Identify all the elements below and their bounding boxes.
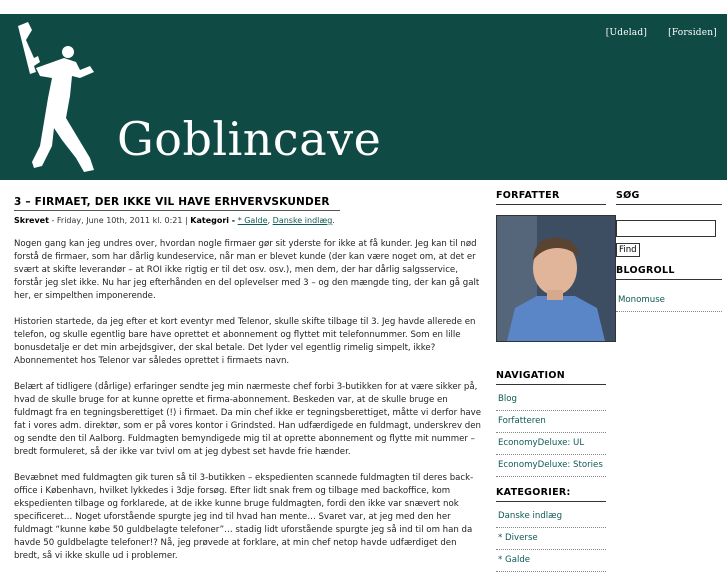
post-meta [14,216,484,225]
meta-end: . [332,216,335,225]
meta-date: - Friday, June 10th, 2011 kl. 0:21 | [51,216,188,225]
categories-list [496,506,606,572]
meta-prefix: Skrevet [14,216,49,225]
top-nav [588,28,717,38]
sidebar-right [616,190,722,312]
meta-separator: , [267,216,271,225]
blogroll-item-monomuse[interactable]: Monomuse [616,290,722,312]
category-link-galde[interactable]: * Galde [237,216,268,225]
main-content [14,190,484,563]
author-heading: FORFATTER [496,190,606,205]
category-link-danske[interactable]: Danske indlæg [272,216,333,225]
guitarist-silhouette-icon [10,18,110,178]
nav-item-forfatteren[interactable]: Forfatteren [496,411,606,433]
categories-heading: KATEGORIER: [496,487,606,502]
post-paragraph-3: Belært af tidligere (dårlige) erfaringer sendte jeg min nærmeste chef forbi 3-butikken for at være sikker på, hvad de skulle bruge for at kunne oprette et firma-abonnement. Beskeden var, at de skulle bruge en fuldmagt fra en tegningsberettiget (!) i firmaet. Da min chef ikke er tegningsberettiget, måtte vi derfor have fat i vores adm. direktør, som er på vores kontor i Grindsted. Han udfærdigede en fuldmagt, underskrev den og sendte den til Aalborg. Fuldmagten bemyndigede mig til at oprette abonnement og flytte mit nummer – bredt formuleret, så der ikke var tvivl om at jeg dybest set havde frie hænder. [14,382,482,457]
find-button[interactable]: Find [616,243,640,257]
search-heading: SØG [616,190,722,205]
post-paragraph-2: Historien startede, da jeg efter et kort eventyr med Telenor, skulle skifte tilbage til 3. Jeg havde allerede en telefon, og skulle egentlig bare have oprettet et abonnement og flyttet mit telefonnummer. Som en lille bonusdetalje er det min arbejdsgiver, der skal betale. Det lyder vel egentlig rimelig simpelt, ikke? Abonnementet hos Telenor var således oprettet i firmaets navn. [14,317,476,366]
post-title[interactable]: 3 – FIRMAET, DER IKKE VIL HAVE ERHVERVSKUNDER [14,196,340,211]
author-portrait-icon [497,216,615,341]
site-header [0,14,727,180]
category-item-diverse[interactable]: * Diverse [496,528,606,550]
sidebar-left [496,190,606,572]
nav-item-blog[interactable]: Blog [496,389,606,411]
blogroll-list [616,290,722,312]
post-paragraph-4: Bevæbnet med fuldmagten gik turen så til 3-butikken – ekspedienten scannede fuldmagten til deres back-office i København, hvilket lykkedes i 3dje forsøg. Efter lidt snak frem og tilbage med backoffice, kom ekspedienten tilbage og forklarede, at de ikke kunne bruge fuldmagten, fordi den ikke var snævert nok specificeret… Noget uforstående spurgte jeg ind til hvad han mente… Svaret var, at jeg med den her fuldmagt “kunne købe 50 guldbelagte telefoner”… stadig lidt uforstående spurgte jeg så ind til om han da havde 50 guldbelagte telefoner!? Nå, jeg prøvede at forklare, at min chef netop havde udfærdiget den bredt, så vi ikke skulle ud i problemer. [14,473,474,561]
nav-link-skip[interactable]: [Udelad] [605,28,648,38]
meta-category-label: Kategori - [190,216,236,225]
navigation-heading: NAVIGATION [496,370,606,385]
navigation-list [496,389,606,477]
author-photo [496,215,616,342]
site-logo[interactable]: Goblincave [117,112,382,166]
post [14,190,484,563]
category-item-galde[interactable]: * Galde [496,550,606,572]
category-item-danske[interactable]: Danske indlæg [496,506,606,528]
blogroll-heading: BLOGROLL [616,265,722,280]
post-paragraph-1: Nogen gang kan jeg undres over, hvordan nogle firmaer gør sit yderste for ikke at få kunder. Jeg kan til nød forstå de firmaer, som har dårlig kundeservice, når man er blevet kunde (der kan være noget om, at det er svært at skifte leverandør – at ROI ikke rigtig er til det osv. osv.), men dem, der har dårlig salgsservice, forstår jeg slet ikke. Nu har jeg efterhånden en del oplevelser med 3 – og den mængde ting, der kan gå galt her, er simpelthen imponerende. [14,239,480,301]
nav-item-economy-stories[interactable]: EconomyDeluxe: Stories [496,455,606,477]
nav-item-economy-ul[interactable]: EconomyDeluxe: UL [496,433,606,455]
nav-link-home[interactable]: [Forsiden] [668,28,717,38]
search-input[interactable] [616,220,716,237]
top-strip [0,0,727,14]
